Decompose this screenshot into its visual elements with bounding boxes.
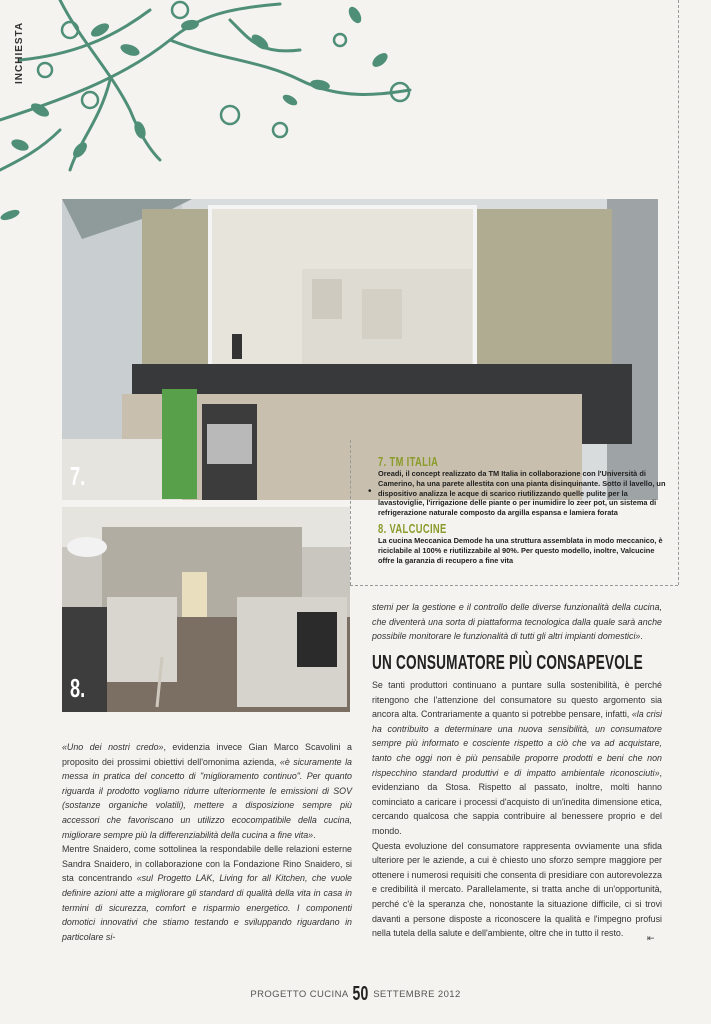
paragraph: «Uno dei nostri credo», evidenzia invece Gian Marco Scavolini a proposito dei prossimi obiettivi dell'omonima azienda, «è sicuramente la messa in pratica del concetto di "miglioramento continuo". Per quanto riguarda il prodotto vogliamo ridurre ulteriormente le emissioni di SOV (sostanze organiche volatili), mettere a disposizione sempre più accessori che favoriscano un utilizzo ecocompatibile della cucina, migliorare sempre più la differenziabilità della cucina a fine vita». — [62, 742, 352, 840]
photo-valcucine — [62, 507, 350, 712]
section-heading: UN CONSUMATORE PIÙ CONSAPEVOLE — [372, 652, 643, 674]
section-tag: INCHIESTA — [14, 21, 25, 84]
issue-date: SETTEMBRE 2012 — [373, 989, 461, 1000]
caption-text: La cucina Meccanica Demode ha una struttura assemblata in modo meccanico, è riciclabile al 100% e riutilizzabile al 90%. Per questo modello, inoltre, Valcucine offre la garanzia di recupero a fine vita — [378, 536, 663, 565]
vine-decoration — [0, 0, 430, 230]
caption-text: Oreadi, il concept realizzato da TM Italia in collaborazione con l'Università di Camerino, ha una parete allestita con una pianta disinquinante. Sotto il lavello, un dispositivo analizza le acque di scarico riutilizzando quelle pulite per la lavastoviglie, l'irrigazione delle piante o per inumidire lo zeer pot, un sistema di refrigerazione naturale composto da argilla espansa e lamiera forata — [378, 469, 666, 518]
magazine-name: PROGETTO CUCINA — [250, 989, 349, 1000]
photo-number: 8. — [70, 673, 86, 703]
caption-border — [350, 585, 678, 586]
caption-border — [678, 0, 679, 585]
caption-title: 7. TM ITALIA — [378, 454, 439, 469]
left-column — [62, 740, 352, 944]
right-column — [372, 678, 662, 941]
caption-border — [350, 440, 351, 585]
page-footer — [0, 983, 711, 1006]
caption-bullet: • — [368, 486, 372, 497]
caption-title: 8. VALCUCINE — [378, 521, 447, 536]
page-number: 50 — [352, 983, 369, 1005]
end-of-article-icon: ⇤ — [647, 933, 655, 943]
right-column-continued — [372, 600, 662, 644]
paragraph: Mentre Snaidero, come sottolinea la respondabile delle relazioni esterne Sandra Snaidero, in collaborazione con la Fondazione Rino Snaidero, si sta concentrando «sul Progetto LAK, Living for all Kitchen, che vuole definire azioni atte a migliorare gli standard di qualità della vita in casa in termini di sicurezza, comfort e risparmio energetico. I componenti domotici innovativi che stiamo testando e sviluppando riguardano in particolare si- — [62, 844, 352, 942]
paragraph: Se tanti produttori continuano a puntare sulla sostenibilità, è perché ritengono che l'attenzione del consumatore su questo argomento sia ancora alta. Contrariamente a quanto si potrebbe pensare, infatti, «la crisi ha contribuito a determinare una nuova sensibilità, un consumatore sempre più informato e cosciente rispetto a ciò che va ad acquistare, tanto che oggi non è più pensabile proporre prodotti e beni che non rispecchino standard produttivi e di impatto ambientale riconosciuti», evidenziano da Stosa. Rispetto al passato, inoltre, molti hanno cominciato a caricare i processi d'acquisto di un'inedita dimensione etica, cercando qualcosa che sappia contribuire al benessere proprio e del mondo. — [372, 680, 663, 836]
caption-tm-italia — [378, 455, 666, 518]
paragraph: stemi per la gestione e il controllo delle diverse funzionalità della cucina, che diventerà una sorta di piattaforma tecnologica dalla quale sarà anche possibile monitorare le funzionalità di tutti gli altri impianti domestici». — [372, 602, 662, 642]
caption-valcucine — [378, 522, 666, 565]
photo-number: 7. — [70, 461, 86, 491]
paragraph: Questa evoluzione del consumatore rappresenta ovviamente una sfida ulteriore per le aziende, a cui è chiesto uno sforzo sempre maggiore per ottenere i numerosi requisiti che consenta di presidiare con autorevolezza e credibilità il mercato. Parallelamente, si tratta anche di un'opportunità, perché c'è la speranza che, nonostante la situazione difficile, ci si trovi davanti a persone disposte a riconoscere la qualità e l'impegno profusi nella tutela della salute e dell'ambiente, oltre che in tutto il resto. — [372, 840, 662, 939]
